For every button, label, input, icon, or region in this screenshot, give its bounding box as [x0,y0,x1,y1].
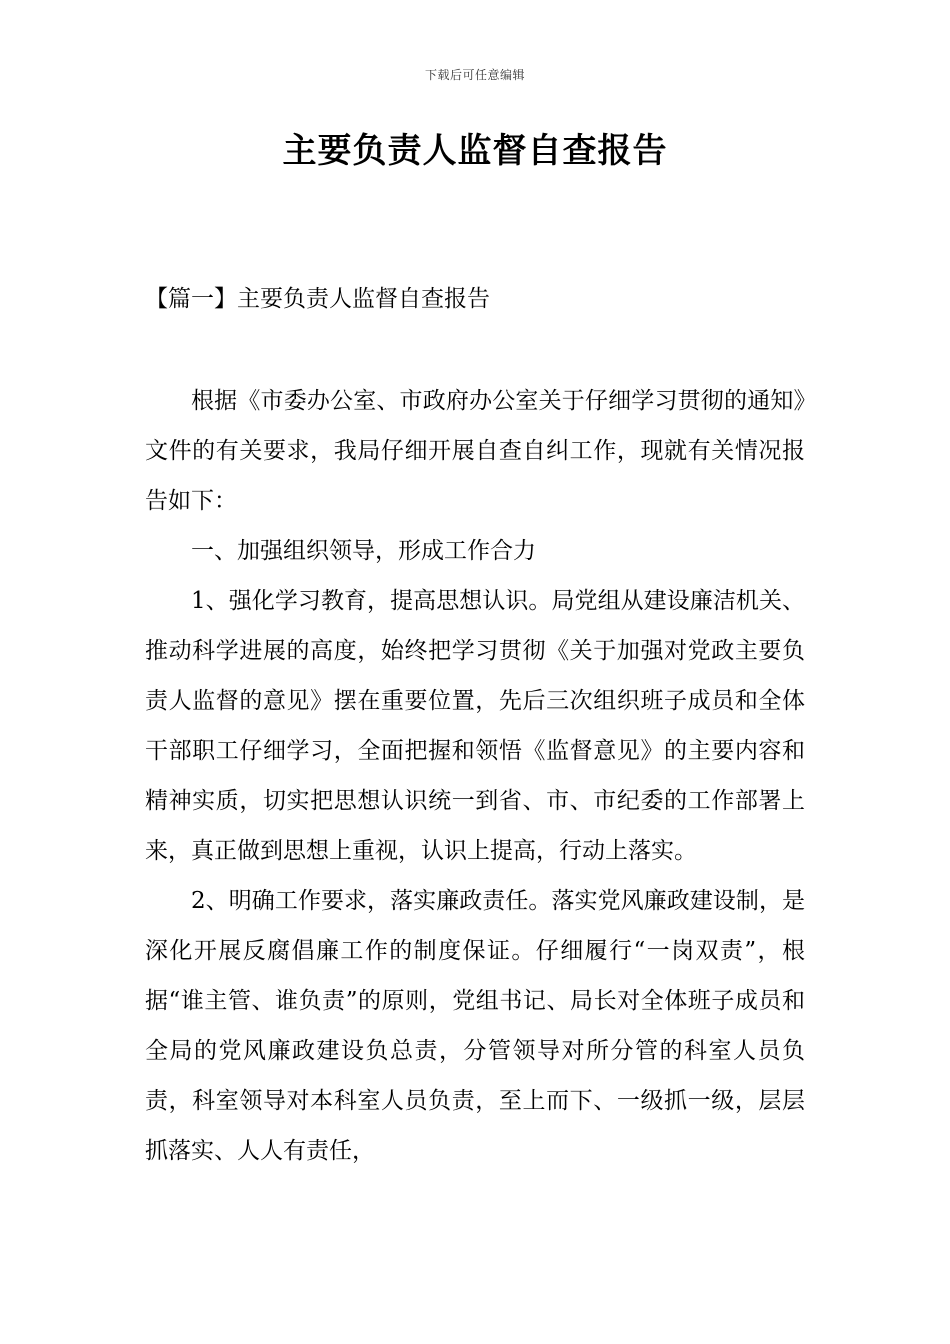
download-note: 下载后可任意编辑 [424,68,525,82]
section-heading: 【篇一】主要负责人监督自查报告 [145,286,490,312]
paragraph-item-1: 1、强化学习教育，提高思想认识。局党组从建设廉洁机关、推动科学进展的高度，始终把学习贯彻《关于加强对党政主要负责人监督的意见》摆在重要位置，先后三次组织班子成员和全体干部职工仔细学习，全面把握和领悟《监督意见》的主要内容和精神实质，切实把思想认识统一到省、市、市纪委的工作部署上来，真正做到思想上重视，认识上提高，行动上落实。 [145,588,805,864]
paragraph-item-2: 2、明确工作要求，落实廉政责任。落实党风廉政建设制，是深化开展反腐倡廉工作的制度保证。仔细履行“一岗双责”，根据“谁主管、谁负责”的原则，党组书记、局长对全体班子成员和全局的党风廉政建设负总责，分管领导对所分管的科室人员负责，科室领导对本科室人员负责，至上而下、一级抓一级，层层抓落实、人人有责任， [145,888,805,1164]
paragraph-intro: 根据《市委办公室、市政府办公室关于仔细学习贯彻的通知》文件的有关要求，我局仔细开展自查自纠工作，现就有关情况报告如下： [145,388,805,514]
document-body [145,376,805,1176]
page-title: 主要负责人监督自查报告 [282,131,668,171]
paragraph-subheading-1: 一、加强组织领导，形成工作合力 [191,538,536,564]
